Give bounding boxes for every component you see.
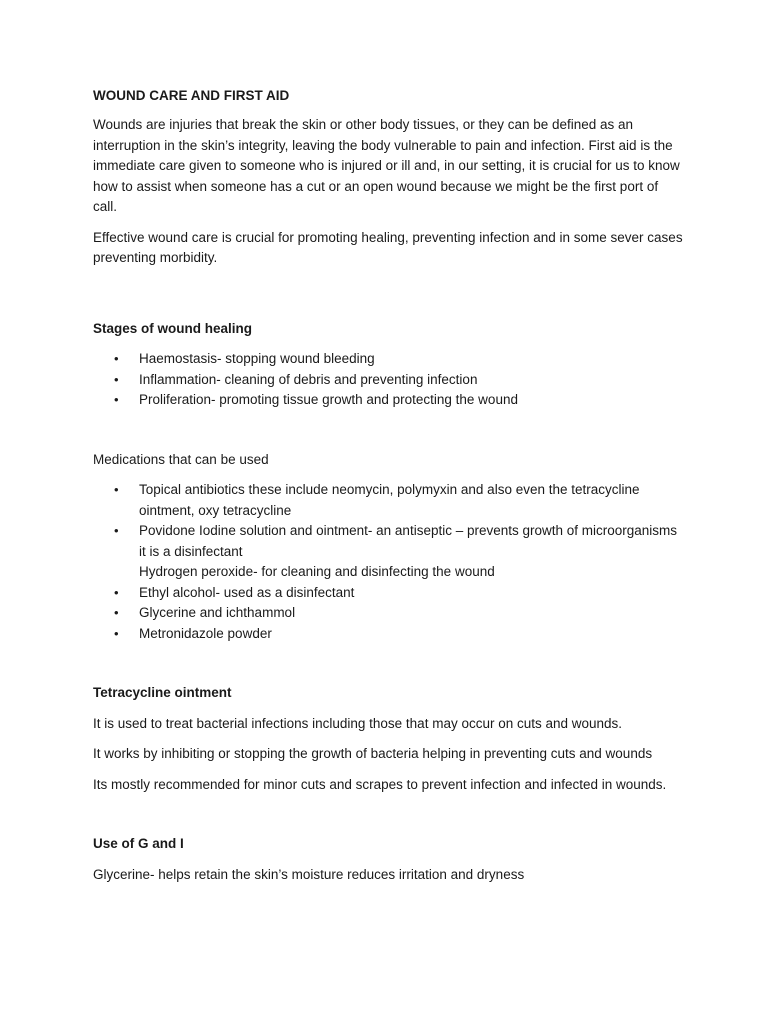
intro-paragraph-1: Wounds are injuries that break the skin or other body tissues, or they can be defined as an interruption in the skin’s integrity, leaving the body vulnerable to pain and infection. First aid is the immediate care given to someone who is injured or ill and, in our setting, it is crucial for us to know how to assist when someone has a cut or an open wound because we might be the first port of call. [93, 117, 680, 214]
list-item: • Metronidazole powder [93, 624, 683, 645]
intro-paragraph-2: Effective wound care is crucial for promoting healing, preventing infection and in some sever cases preventing morbidity. [93, 229, 683, 265]
bullet-icon: • [114, 605, 119, 620]
tetracycline-heading: Tetracycline ointment [93, 685, 232, 700]
list-item: • Proliferation- promoting tissue growth and protecting the wound [93, 390, 683, 411]
g-and-i-paragraph-1: Glycerine- helps retain the skin’s moisture reduces irritation and dryness [93, 866, 525, 882]
list-item-subline: Hydrogen peroxide- for cleaning and disinfecting the wound [139, 564, 495, 579]
tetracycline-paragraph-1: It is used to treat bacterial infections including those that may occur on cuts and wounds. [93, 715, 623, 731]
document-title: WOUND CARE AND FIRST AID [93, 88, 290, 103]
bullet-icon: • [114, 482, 119, 497]
tetracycline-paragraph-2: It works by inhibiting or stopping the growth of bacteria helping in preventing cuts and wounds [93, 746, 653, 761]
tetracycline-paragraph-3: Its mostly recommended for minor cuts and scrapes to prevent infection and infected in wounds. [93, 776, 667, 792]
stages-heading: Stages of wound healing [93, 320, 253, 336]
document-body [93, 84, 683, 895]
list-item: • Ethyl alcohol- used as a disinfectant [93, 583, 683, 604]
g-and-i-heading: Use of G and I [93, 836, 184, 851]
list-item: • Haemostasis- stopping wound bleeding [93, 349, 683, 370]
list-item: • Povidone Iodine solution and ointment- an antiseptic – prevents growth of microorganisms it is a disinfectant Hydrogen peroxide- for cleaning and disinfecting the wound [93, 521, 683, 583]
bullet-icon: • [114, 351, 119, 366]
medications-list [93, 480, 683, 644]
bullet-icon: • [114, 625, 119, 641]
list-item: • Inflammation- cleaning of debris and preventing infection [93, 370, 683, 391]
medications-heading: Medications that can be used [93, 451, 269, 467]
bullet-icon: • [114, 523, 119, 538]
list-item: • Topical antibiotics these include neomycin, polymyxin and also even the tetracycline ointment, oxy tetracycline [114, 482, 640, 518]
list-item: • Glycerine and ichthammol [93, 603, 683, 624]
stages-list [93, 349, 683, 411]
bullet-icon: • [114, 392, 119, 407]
bullet-icon: • [114, 371, 119, 387]
bullet-icon: • [114, 584, 119, 600]
